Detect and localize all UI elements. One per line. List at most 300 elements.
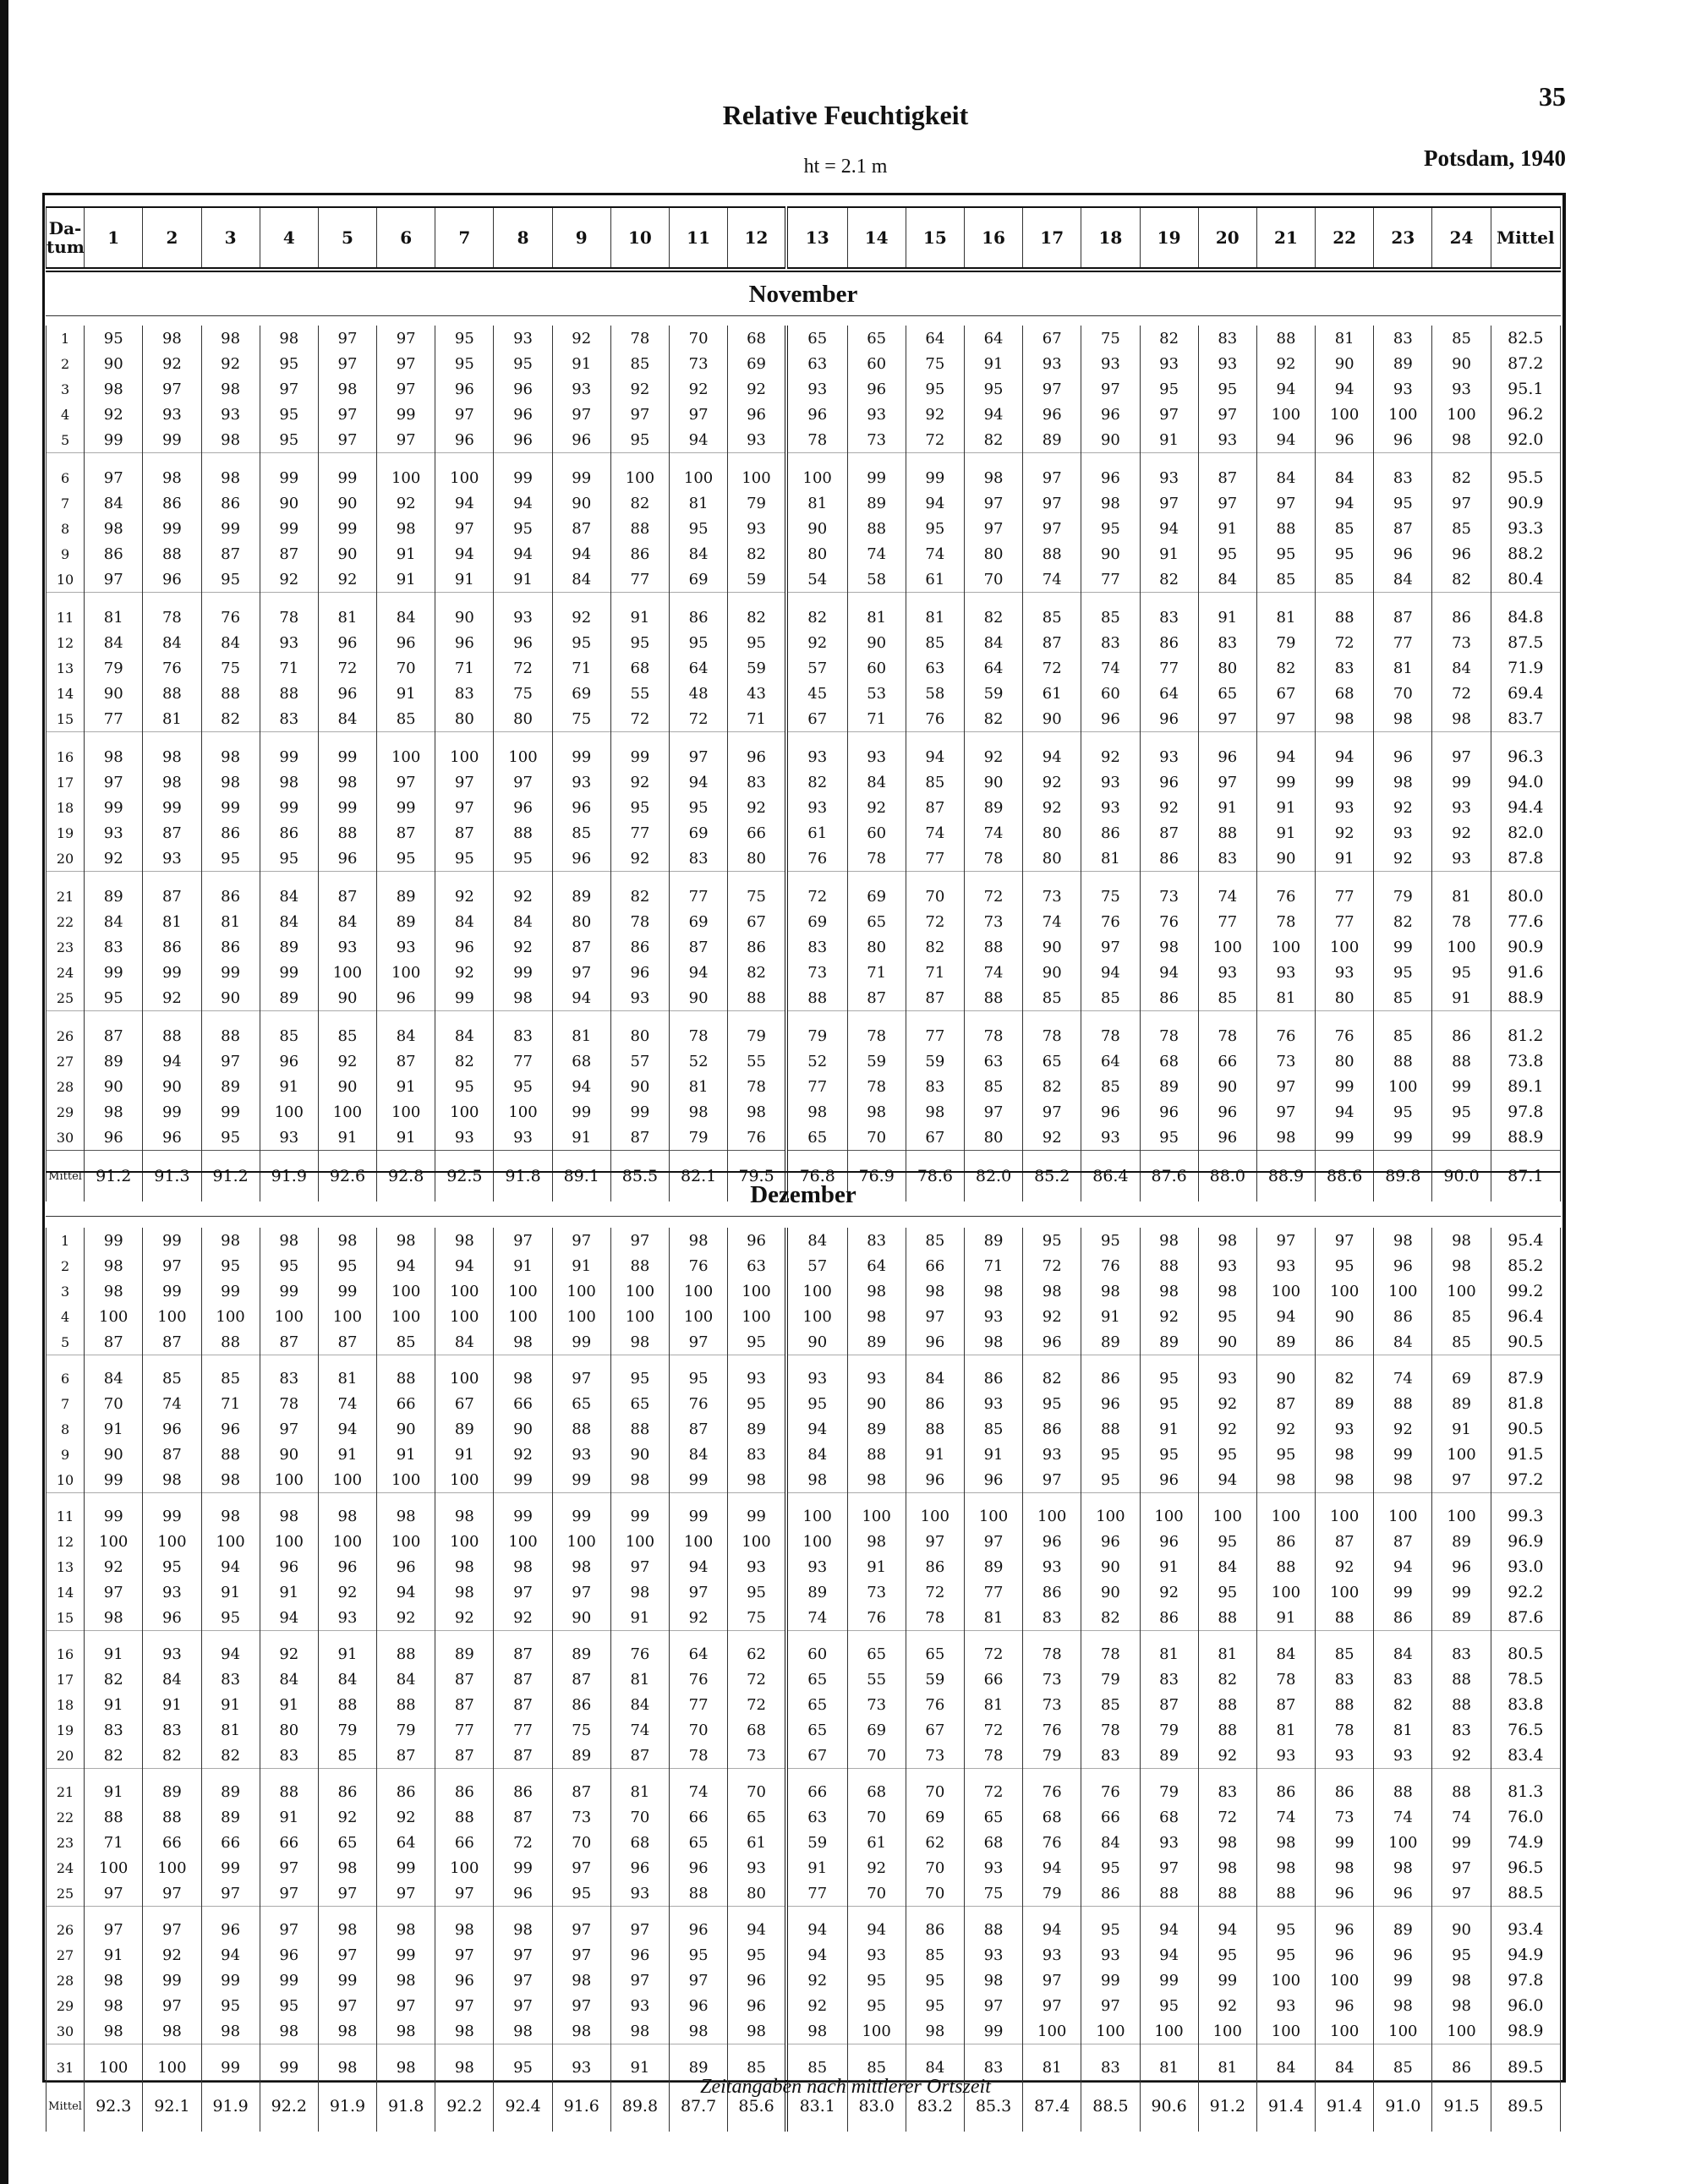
humidity-cell: 88 — [1316, 1692, 1374, 1717]
humidity-cell: 95 — [728, 1391, 786, 1416]
humidity-cell: 86 — [494, 1769, 552, 1805]
daily-mean-cell: 82.0 — [1491, 820, 1560, 846]
humidity-cell: 78 — [610, 326, 669, 351]
humidity-cell: 100 — [494, 732, 552, 770]
humidity-cell: 92 — [143, 985, 201, 1011]
humidity-cell: 98 — [143, 2018, 201, 2044]
humidity-cell: 97 — [1023, 490, 1081, 516]
humidity-cell: 100 — [1374, 1830, 1432, 1855]
humidity-cell: 79 — [786, 1011, 847, 1049]
daily-mean-cell: 88.5 — [1491, 1880, 1560, 1907]
humidity-cell: 60 — [847, 351, 906, 376]
humidity-cell: 92 — [435, 960, 494, 985]
humidity-cell: 76 — [1256, 872, 1315, 910]
humidity-cell: 84 — [670, 1442, 728, 1467]
humidity-cell: 98 — [1198, 1855, 1256, 1880]
humidity-cell: 72 — [670, 706, 728, 732]
day-cell: 11 — [47, 1493, 85, 1530]
humidity-cell: 85 — [1432, 1304, 1491, 1329]
humidity-cell: 84 — [786, 1442, 847, 1467]
humidity-cell: 98 — [1256, 1467, 1315, 1493]
humidity-cell: 77 — [906, 1011, 964, 1049]
humidity-cell: 99 — [260, 1278, 318, 1304]
humidity-cell: 94 — [318, 1416, 376, 1442]
humidity-cell: 93 — [318, 934, 376, 960]
humidity-cell: 98 — [786, 2018, 847, 2044]
humidity-cell: 89 — [964, 1228, 1022, 1253]
humidity-cell: 98 — [318, 2018, 376, 2044]
humidity-cell: 87 — [552, 1769, 610, 1805]
hour-header: 22 — [1316, 207, 1374, 268]
humidity-cell: 64 — [670, 655, 728, 681]
humidity-cell: 82 — [1256, 655, 1315, 681]
humidity-cell: 100 — [143, 1304, 201, 1329]
humidity-cell: 98 — [1198, 1228, 1256, 1253]
humidity-cell: 95 — [670, 1942, 728, 1968]
humidity-cell: 99 — [670, 1493, 728, 1530]
humidity-cell: 94 — [728, 1907, 786, 1943]
humidity-cell: 98 — [728, 2018, 786, 2044]
humidity-cell: 98 — [964, 1278, 1022, 1304]
humidity-cell: 99 — [85, 1467, 143, 1493]
humidity-cell: 88 — [318, 820, 376, 846]
humidity-cell: 96 — [1081, 453, 1140, 491]
humidity-cell: 68 — [1023, 1804, 1081, 1830]
daily-mean-cell: 85.2 — [1491, 1253, 1560, 1278]
humidity-cell: 96 — [1432, 541, 1491, 567]
day-cell: 3 — [47, 376, 85, 402]
humidity-cell: 88 — [260, 1769, 318, 1805]
day-cell: 13 — [47, 655, 85, 681]
humidity-cell: 65 — [552, 1391, 610, 1416]
humidity-cell: 95 — [260, 427, 318, 453]
humidity-cell: 95 — [1081, 1228, 1140, 1253]
humidity-cell: 89 — [1374, 351, 1432, 376]
humidity-cell: 88 — [201, 1329, 260, 1355]
humidity-cell: 92 — [1140, 1304, 1198, 1329]
humidity-cell: 96 — [1081, 402, 1140, 427]
humidity-cell: 88 — [201, 1011, 260, 1049]
humidity-cell: 79 — [318, 1717, 376, 1743]
humidity-cell: 52 — [786, 1048, 847, 1074]
humidity-cell: 87 — [318, 1329, 376, 1355]
humidity-cell: 74 — [1023, 909, 1081, 934]
humidity-cell: 93 — [1432, 795, 1491, 820]
humidity-cell: 85 — [1256, 567, 1315, 593]
humidity-cell: 87 — [610, 1125, 669, 1151]
humidity-cell: 90 — [260, 1442, 318, 1467]
humidity-cell: 91 — [1198, 795, 1256, 820]
datum-header: Da- tum — [47, 207, 85, 268]
daily-mean-cell: 99.2 — [1491, 1278, 1560, 1304]
humidity-cell: 94 — [201, 1631, 260, 1667]
humidity-cell: 77 — [786, 1880, 847, 1907]
humidity-cell: 75 — [906, 351, 964, 376]
humidity-cell: 97 — [85, 1579, 143, 1605]
humidity-cell: 95 — [610, 630, 669, 655]
daily-mean-cell: 99.3 — [1491, 1493, 1560, 1530]
humidity-cell: 90 — [85, 681, 143, 706]
humidity-cell: 100 — [435, 1467, 494, 1493]
humidity-cell: 93 — [1081, 769, 1140, 795]
humidity-cell: 64 — [847, 1253, 906, 1278]
humidity-cell: 83 — [1198, 1769, 1256, 1805]
humidity-cell: 75 — [964, 1880, 1022, 1907]
humidity-cell: 97 — [964, 490, 1022, 516]
day-cell: 2 — [47, 351, 85, 376]
humidity-cell: 96 — [1081, 706, 1140, 732]
humidity-cell: 61 — [786, 820, 847, 846]
humidity-cell: 91 — [85, 1416, 143, 1442]
humidity-cell: 97 — [435, 769, 494, 795]
humidity-cell: 90 — [85, 1442, 143, 1467]
humidity-cell: 96 — [435, 630, 494, 655]
humidity-cell: 82 — [906, 934, 964, 960]
humidity-cell: 100 — [1256, 1493, 1315, 1530]
humidity-cell: 89 — [201, 1769, 260, 1805]
humidity-cell: 93 — [1316, 960, 1374, 985]
humidity-cell: 74 — [964, 820, 1022, 846]
humidity-cell: 90 — [1198, 1074, 1256, 1099]
table-row — [47, 516, 1561, 541]
humidity-cell: 93 — [143, 402, 201, 427]
humidity-cell: 57 — [786, 655, 847, 681]
page-title: Relative Feuchtigkeit — [722, 100, 969, 130]
humidity-cell: 95 — [1140, 1442, 1198, 1467]
humidity-cell: 92 — [1023, 1125, 1081, 1151]
humidity-cell: 93 — [1198, 960, 1256, 985]
humidity-cell: 90 — [552, 490, 610, 516]
humidity-cell: 88 — [143, 1011, 201, 1049]
hourly-mean-cell: 88.5 — [1081, 2081, 1140, 2132]
humidity-cell: 96 — [435, 934, 494, 960]
humidity-cell: 99 — [143, 1493, 201, 1530]
humidity-cell: 83 — [1374, 1667, 1432, 1692]
page-number: 35 — [1539, 81, 1566, 112]
humidity-cell: 93 — [728, 1355, 786, 1392]
humidity-cell: 63 — [728, 1253, 786, 1278]
humidity-cell: 98 — [318, 769, 376, 795]
humidity-cell: 90 — [1023, 960, 1081, 985]
humidity-cell: 98 — [318, 1228, 376, 1253]
humidity-cell: 95 — [1198, 1529, 1256, 1554]
humidity-cell: 96 — [728, 1993, 786, 2018]
humidity-cell: 99 — [847, 453, 906, 491]
humidity-cell: 91 — [1256, 1605, 1315, 1631]
humidity-cell: 93 — [1316, 1743, 1374, 1769]
humidity-cell: 96 — [552, 846, 610, 872]
table-row — [47, 1880, 1561, 1907]
humidity-cell: 87 — [494, 1743, 552, 1769]
humidity-cell: 93 — [1081, 795, 1140, 820]
humidity-cell: 92 — [786, 630, 847, 655]
humidity-cell: 88 — [847, 516, 906, 541]
daily-mean-cell: 87.2 — [1491, 351, 1560, 376]
daily-mean-cell: 97.2 — [1491, 1467, 1560, 1493]
humidity-cell: 98 — [1023, 1278, 1081, 1304]
day-cell: 6 — [47, 453, 85, 491]
humidity-cell: 98 — [318, 1855, 376, 1880]
humidity-cell: 98 — [494, 1554, 552, 1579]
humidity-cell: 80 — [435, 706, 494, 732]
humidity-cell: 88 — [1374, 1769, 1432, 1805]
humidity-cell: 100 — [1081, 1493, 1140, 1530]
humidity-cell: 94 — [143, 1048, 201, 1074]
humidity-cell: 83 — [1081, 2044, 1140, 2081]
humidity-cell: 86 — [435, 1769, 494, 1805]
overall-mean-cell: 87.1 — [1491, 1151, 1560, 1202]
humidity-cell: 99 — [85, 1228, 143, 1253]
humidity-cell: 82 — [1023, 1074, 1081, 1099]
hourly-mean-cell: 85.2 — [1023, 1151, 1081, 1202]
humidity-cell: 97 — [670, 1968, 728, 1993]
humidity-cell: 96 — [786, 402, 847, 427]
humidity-cell: 94 — [435, 541, 494, 567]
humidity-cell: 100 — [377, 960, 435, 985]
humidity-cell: 87 — [377, 1048, 435, 1074]
humidity-cell: 80 — [1023, 846, 1081, 872]
humidity-cell: 94 — [1140, 516, 1198, 541]
humidity-cell: 94 — [1316, 490, 1374, 516]
humidity-cell: 86 — [318, 1769, 376, 1805]
humidity-cell: 82 — [1198, 1667, 1256, 1692]
humidity-cell: 78 — [670, 1743, 728, 1769]
humidity-cell: 85 — [1316, 567, 1374, 593]
humidity-cell: 98 — [1432, 1228, 1491, 1253]
humidity-cell: 99 — [201, 516, 260, 541]
humidity-cell: 100 — [143, 1855, 201, 1880]
humidity-cell: 90 — [1316, 351, 1374, 376]
humidity-cell: 95 — [847, 1968, 906, 1993]
humidity-cell: 65 — [610, 1391, 669, 1416]
humidity-cell: 93 — [435, 1125, 494, 1151]
hour-header: 6 — [377, 207, 435, 268]
humidity-cell: 98 — [377, 1968, 435, 1993]
humidity-cell: 78 — [906, 1605, 964, 1631]
humidity-cell: 73 — [786, 960, 847, 985]
humidity-cell: 97 — [964, 516, 1022, 541]
humidity-cell: 97 — [1432, 490, 1491, 516]
humidity-cell: 92 — [494, 934, 552, 960]
humidity-cell: 98 — [728, 1467, 786, 1493]
humidity-cell: 98 — [1256, 1855, 1315, 1880]
humidity-cell: 96 — [1023, 402, 1081, 427]
humidity-cell: 91 — [318, 1125, 376, 1151]
humidity-cell: 87 — [552, 516, 610, 541]
humidity-cell: 70 — [847, 1743, 906, 1769]
humidity-cell: 100 — [85, 1304, 143, 1329]
humidity-cell: 98 — [847, 1304, 906, 1329]
humidity-cell: 98 — [786, 1099, 847, 1125]
humidity-cell: 100 — [318, 1304, 376, 1329]
daily-mean-cell: 92.2 — [1491, 1579, 1560, 1605]
day-cell: 16 — [47, 732, 85, 770]
humidity-cell: 64 — [964, 326, 1022, 351]
humidity-cell: 72 — [1198, 1804, 1256, 1830]
hourly-mean-cell: 91.0 — [1374, 2081, 1432, 2132]
humidity-cell: 91 — [494, 1253, 552, 1278]
humidity-cell: 55 — [728, 1048, 786, 1074]
humidity-cell: 81 — [847, 593, 906, 631]
humidity-cell: 100 — [377, 1099, 435, 1125]
day-cell: 18 — [47, 1692, 85, 1717]
humidity-cell: 84 — [786, 1228, 847, 1253]
humidity-cell: 90 — [1081, 541, 1140, 567]
humidity-cell: 92 — [847, 1855, 906, 1880]
daily-mean-cell: 80.4 — [1491, 567, 1560, 593]
humidity-cell: 86 — [377, 1769, 435, 1805]
humidity-cell: 86 — [1140, 985, 1198, 1011]
humidity-cell: 77 — [1198, 909, 1256, 934]
humidity-cell: 97 — [1316, 1228, 1374, 1253]
humidity-cell: 70 — [906, 1880, 964, 1907]
humidity-cell: 96 — [1374, 541, 1432, 567]
humidity-cell: 80 — [1316, 1048, 1374, 1074]
humidity-cell: 93 — [143, 846, 201, 872]
humidity-cell: 74 — [847, 541, 906, 567]
humidity-cell: 96 — [1432, 1554, 1491, 1579]
humidity-cell: 87 — [1198, 453, 1256, 491]
humidity-cell: 91 — [494, 567, 552, 593]
hour-header: 3 — [201, 207, 260, 268]
humidity-cell: 89 — [552, 1631, 610, 1667]
humidity-cell: 82 — [1432, 567, 1491, 593]
humidity-cell: 100 — [1023, 1493, 1081, 1530]
hour-header: 11 — [670, 207, 728, 268]
humidity-cell: 100 — [1316, 1579, 1374, 1605]
humidity-cell: 77 — [906, 846, 964, 872]
humidity-cell: 82 — [1316, 1355, 1374, 1392]
humidity-cell: 85 — [377, 1329, 435, 1355]
humidity-cell: 88 — [1198, 1605, 1256, 1631]
humidity-cell: 88 — [377, 1631, 435, 1667]
humidity-cell: 87 — [494, 1804, 552, 1830]
humidity-cell: 98 — [435, 1228, 494, 1253]
hourly-mean-cell: 82.1 — [670, 1151, 728, 1202]
humidity-cell: 99 — [552, 1493, 610, 1530]
humidity-cell: 61 — [728, 1830, 786, 1855]
month-table-dezember — [46, 1228, 1561, 2132]
humidity-cell: 85 — [1374, 1011, 1432, 1049]
humidity-cell: 79 — [1023, 1880, 1081, 1907]
humidity-cell: 90 — [318, 985, 376, 1011]
humidity-cell: 70 — [964, 567, 1022, 593]
humidity-cell: 96 — [1081, 1391, 1140, 1416]
humidity-cell: 94 — [552, 985, 610, 1011]
humidity-cell: 95 — [1432, 960, 1491, 985]
humidity-cell: 96 — [143, 1605, 201, 1631]
humidity-cell: 82 — [85, 1743, 143, 1769]
table-row — [47, 351, 1561, 376]
daily-mean-cell: 76.0 — [1491, 1804, 1560, 1830]
humidity-cell: 92 — [494, 1605, 552, 1631]
humidity-cell: 100 — [847, 1493, 906, 1530]
humidity-cell: 86 — [201, 490, 260, 516]
humidity-cell: 97 — [143, 1993, 201, 2018]
humidity-cell: 100 — [552, 1529, 610, 1554]
humidity-cell: 96 — [1316, 427, 1374, 453]
humidity-cell: 95 — [670, 630, 728, 655]
hourly-mean-cell: 85.3 — [964, 2081, 1022, 2132]
humidity-cell: 97 — [670, 402, 728, 427]
humidity-cell: 97 — [1198, 402, 1256, 427]
humidity-cell: 97 — [318, 351, 376, 376]
humidity-cell: 94 — [1023, 732, 1081, 770]
humidity-cell: 65 — [318, 1830, 376, 1855]
humidity-cell: 84 — [318, 1667, 376, 1692]
day-cell: 7 — [47, 1391, 85, 1416]
humidity-cell: 98 — [143, 1467, 201, 1493]
humidity-cell: 99 — [201, 1099, 260, 1125]
humidity-cell: 84 — [260, 909, 318, 934]
humidity-cell: 96 — [494, 376, 552, 402]
humidity-cell: 97 — [1432, 732, 1491, 770]
day-cell: 26 — [47, 1907, 85, 1943]
humidity-cell: 95 — [1023, 1391, 1081, 1416]
humidity-cell: 94 — [1316, 732, 1374, 770]
humidity-cell: 97 — [610, 1554, 669, 1579]
humidity-cell: 97 — [143, 1880, 201, 1907]
humidity-cell: 68 — [964, 1830, 1022, 1855]
humidity-cell: 98 — [377, 1493, 435, 1530]
humidity-cell: 84 — [1256, 2044, 1315, 2081]
humidity-cell: 98 — [847, 1467, 906, 1493]
humidity-cell: 97 — [1023, 1099, 1081, 1125]
humidity-cell: 95 — [1198, 1579, 1256, 1605]
humidity-cell: 100 — [786, 1529, 847, 1554]
humidity-cell: 81 — [201, 1717, 260, 1743]
humidity-cell: 97 — [610, 1907, 669, 1943]
humidity-cell: 95 — [435, 351, 494, 376]
humidity-cell: 86 — [1256, 1769, 1315, 1805]
humidity-cell: 95 — [670, 516, 728, 541]
humidity-cell: 89 — [1432, 1605, 1491, 1631]
humidity-cell: 93 — [494, 326, 552, 351]
humidity-cell: 68 — [610, 655, 669, 681]
humidity-cell: 74 — [318, 1391, 376, 1416]
humidity-cell: 99 — [318, 1278, 376, 1304]
table-row — [47, 1804, 1561, 1830]
humidity-cell: 82 — [201, 706, 260, 732]
humidity-cell: 99 — [552, 1099, 610, 1125]
humidity-cell: 88 — [610, 1253, 669, 1278]
humidity-cell: 74 — [1081, 655, 1140, 681]
humidity-cell: 43 — [728, 681, 786, 706]
humidity-cell: 70 — [1374, 681, 1432, 706]
humidity-cell: 95 — [435, 846, 494, 872]
humidity-cell: 93 — [728, 427, 786, 453]
humidity-cell: 91 — [552, 1125, 610, 1151]
humidity-cell: 64 — [906, 326, 964, 351]
humidity-cell: 82 — [1374, 1692, 1432, 1717]
daily-mean-cell: 80.0 — [1491, 872, 1560, 910]
humidity-cell: 93 — [1023, 351, 1081, 376]
humidity-cell: 65 — [1198, 681, 1256, 706]
humidity-cell: 95 — [1256, 541, 1315, 567]
humidity-cell: 92 — [670, 376, 728, 402]
humidity-cell: 98 — [201, 453, 260, 491]
humidity-cell: 88 — [143, 681, 201, 706]
table-row — [47, 1467, 1561, 1493]
day-cell: 15 — [47, 1605, 85, 1631]
humidity-cell: 97 — [85, 453, 143, 491]
humidity-cell: 94 — [1140, 1942, 1198, 1968]
humidity-cell: 87 — [1023, 630, 1081, 655]
humidity-cell: 92 — [1374, 795, 1432, 820]
humidity-cell: 99 — [1256, 769, 1315, 795]
humidity-cell: 70 — [377, 655, 435, 681]
humidity-cell: 69 — [847, 1717, 906, 1743]
